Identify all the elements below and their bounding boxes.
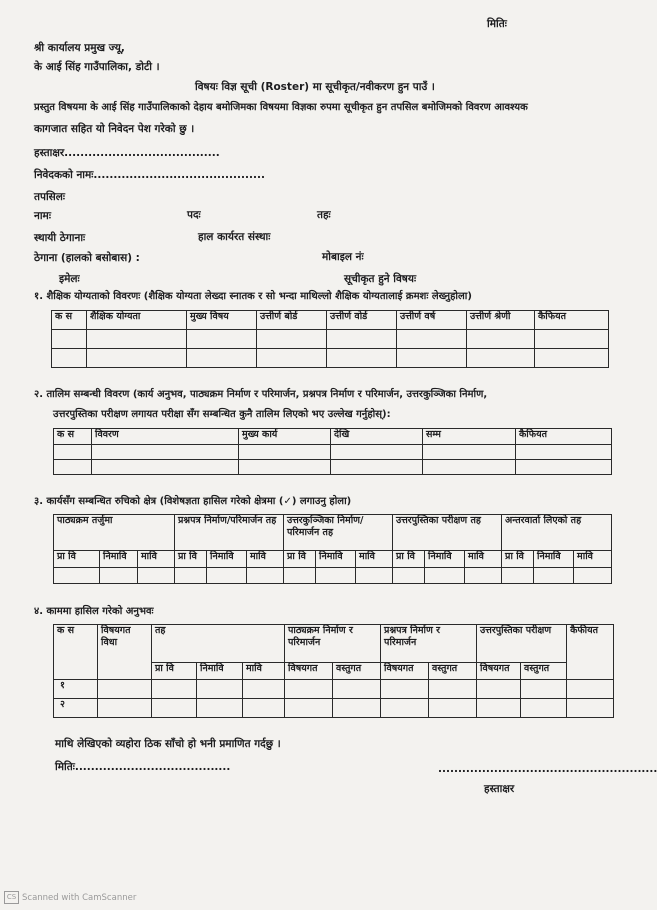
training-header-row: [54, 429, 612, 445]
mobile-label: मोबाइल नंः: [322, 251, 364, 263]
table-cell[interactable]: [187, 330, 257, 349]
group-answer-key: उत्तरकुञ्जिका निर्माण/परिमार्जन तह: [284, 515, 393, 551]
row-number: २: [54, 699, 98, 718]
table-cell[interactable]: [87, 349, 187, 368]
experience-header-question-paper: प्रश्नपत्र निर्माण र परिमार्जन: [381, 625, 477, 663]
check-cell[interactable]: [502, 568, 534, 584]
table-cell[interactable]: [535, 330, 609, 349]
education-table: [51, 310, 609, 368]
table-cell[interactable]: [521, 699, 567, 718]
table-cell[interactable]: [239, 445, 331, 460]
interest-area-table: [53, 514, 612, 584]
details-label: तपसिलः: [34, 191, 66, 203]
table-cell[interactable]: [333, 680, 381, 699]
check-cell[interactable]: [100, 568, 138, 584]
level-lower-secondary: निमावि: [316, 551, 356, 568]
level-lower-secondary: निमावि: [197, 663, 243, 680]
scanner-text: Scanned with CamScanner: [22, 892, 137, 903]
table-cell[interactable]: [429, 699, 477, 718]
check-cell[interactable]: [425, 568, 465, 584]
type-subjective: विषयगत: [477, 663, 521, 680]
type-subjective: विषयगत: [285, 663, 333, 680]
footer-date-label: मितिः.......................................: [55, 761, 231, 773]
row-number: १: [54, 680, 98, 699]
training-header-remarks: कैफियत: [516, 429, 612, 445]
interest-group-row: [54, 515, 612, 551]
addressee: श्री कार्यालय प्रमुख ज्यू,: [34, 42, 125, 54]
level-lower-secondary: निमावि: [207, 551, 247, 568]
check-cell[interactable]: [393, 568, 425, 584]
table-cell[interactable]: [477, 680, 521, 699]
signature-label: हस्ताक्षर.......................................: [34, 147, 220, 159]
check-cell[interactable]: [465, 568, 502, 584]
table-cell[interactable]: [467, 349, 535, 368]
body-line-2: कागजात सहित यो निवेदन पेश गरेको छु ।: [34, 123, 195, 135]
level-lower-secondary: निमावि: [100, 551, 138, 568]
permanent-address-label: स्थायी ठेगानाः: [34, 232, 86, 244]
level-primary: प्रा वि: [152, 663, 197, 680]
training-header-description: विवरण: [92, 429, 239, 445]
education-header-sn: क स: [52, 311, 87, 330]
level-field-label: तहः: [317, 209, 331, 221]
table-cell[interactable]: [477, 699, 521, 718]
group-answer-sheet: उत्तरपुस्तिका परीक्षण तह: [393, 515, 502, 551]
education-header-board: उत्तीर्ण बोर्ड: [257, 311, 327, 330]
training-header-to: सम्म: [423, 429, 516, 445]
table-cell[interactable]: [243, 699, 285, 718]
footer-signature-label: हस्ताक्षर: [484, 783, 515, 795]
level-secondary: मावि: [574, 551, 612, 568]
current-address-label: ठेगाना (हालको बसोबास) :: [34, 252, 140, 264]
table-row: [54, 699, 614, 718]
current-org-label: हाल कार्यरत संस्थाः: [198, 231, 271, 243]
type-objective: वस्तुगत: [333, 663, 381, 680]
table-cell[interactable]: [187, 349, 257, 368]
camscanner-logo-icon: CS: [4, 891, 19, 904]
subject-line: विषयः विज्ञ सूची (Roster) मा सूचीकृत/नवीकरण हुन पाउँ ।: [195, 81, 435, 93]
education-header-row: [52, 311, 609, 330]
level-lower-secondary: निमावि: [425, 551, 465, 568]
type-objective: वस्तुगत: [429, 663, 477, 680]
listed-subject-label: सूचीकृत हुने विषयः: [344, 273, 417, 285]
table-cell[interactable]: [98, 699, 152, 718]
table-cell[interactable]: [92, 445, 239, 460]
section-2-title-line-1: २. तालिम सम्बन्धी विवरण (कार्य अनुभव, पाठ्यक्रम निर्माण र परिमार्जन, प्रश्नपत्र निर्माण र परिमार्जन, उत्तरकुञ्जिका निर्माण,: [34, 389, 488, 400]
section-2-title-line-2: उत्तरपुस्तिका परीक्षण लगायत परीक्षा सँग सम्बन्धित कुनै तालिम लिएको भए उल्लेख गर्नुहोस्):: [53, 409, 391, 420]
level-secondary: मावि: [138, 551, 175, 568]
table-cell[interactable]: [397, 349, 467, 368]
table-cell[interactable]: [197, 680, 243, 699]
table-cell[interactable]: [243, 680, 285, 699]
table-cell[interactable]: [197, 699, 243, 718]
training-header-from: देखि: [331, 429, 423, 445]
education-header-main-subject: मुख्य विषय: [187, 311, 257, 330]
certification-statement: माथि लेखिएको व्यहोरा ठिक साँचो हो भनी प्रमाणित गर्दछु ।: [55, 738, 281, 750]
group-curriculum: पाठ्यक्रम तर्जुमा: [54, 515, 175, 551]
check-cell[interactable]: [574, 568, 612, 584]
experience-header-sn: क स: [54, 625, 98, 680]
table-cell[interactable]: [52, 330, 87, 349]
table-cell[interactable]: [516, 445, 612, 460]
check-cell[interactable]: [247, 568, 284, 584]
experience-header-subject: विषयगत विधा: [98, 625, 152, 680]
table-cell[interactable]: [333, 699, 381, 718]
office-name: के आई सिंह गाउँपालिका, डोटी ।: [34, 61, 160, 73]
check-cell[interactable]: [54, 568, 100, 584]
interest-checkbox-row: [54, 568, 612, 584]
experience-header-row: [54, 625, 614, 663]
body-line-1: प्रस्तुत विषयमा के आई सिंह गाउँपालिकाको देहाय बमोजिमका विषयमा विज्ञका रुपमा सूचीकृत हुन तपसिल बमोजिमको विवरण आवश्यक: [34, 102, 528, 113]
interest-level-row: [54, 551, 612, 568]
experience-header-curriculum: पाठ्यक्रम निर्माण र परिमार्जन: [285, 625, 381, 663]
check-cell[interactable]: [284, 568, 316, 584]
table-row: [52, 349, 609, 368]
footer-signature-line: .......................................................: [438, 763, 657, 775]
education-header-division: उत्तीर्ण श्रेणी: [467, 311, 535, 330]
training-table: [53, 428, 612, 475]
experience-header-level: तह: [152, 625, 285, 663]
section-3-title: ३. कार्यसँग सम्बन्धित रुचिको क्षेत्र (विशेषज्ञता हासिल गरेको क्षेत्रमा (✓) लगाउनु होला): [34, 496, 352, 507]
table-cell[interactable]: [92, 460, 239, 475]
table-cell[interactable]: [257, 349, 327, 368]
level-primary: प्रा वि: [502, 551, 534, 568]
table-cell[interactable]: [381, 699, 429, 718]
section-1-title: १. शैक्षिक योग्यताको विवरणः (शैक्षिक योग्यता लेख्दा स्नातक र सो भन्दा माथिल्लो शैक्षिक योग्यतालाई क्रमशः लेख्नुहोला): [34, 291, 472, 302]
group-interview: अन्तरवार्ता लिएको तह: [502, 515, 612, 551]
table-cell[interactable]: [567, 680, 614, 699]
table-cell[interactable]: [381, 680, 429, 699]
level-lower-secondary: निमावि: [534, 551, 574, 568]
level-secondary: मावि: [356, 551, 393, 568]
type-subjective: विषयगत: [381, 663, 429, 680]
table-row: [54, 680, 614, 699]
level-primary: प्रा वि: [284, 551, 316, 568]
level-secondary: मावि: [247, 551, 284, 568]
table-cell[interactable]: [98, 680, 152, 699]
education-header-remarks: कैफियत: [535, 311, 609, 330]
table-cell[interactable]: [423, 460, 516, 475]
training-header-sn: क स: [54, 429, 92, 445]
training-header-main-work: मुख्य कार्य: [239, 429, 331, 445]
post-field-label: पदः: [187, 209, 201, 221]
group-question-paper: प्रश्नपत्र निर्माण/परिमार्जन तह: [175, 515, 284, 551]
table-cell[interactable]: [257, 330, 327, 349]
table-row: [54, 445, 612, 460]
date-label-top: मितिः: [487, 18, 507, 30]
level-primary: प्रा वि: [393, 551, 425, 568]
table-cell[interactable]: [516, 460, 612, 475]
table-cell[interactable]: [331, 460, 423, 475]
table-cell[interactable]: [52, 349, 87, 368]
table-cell[interactable]: [327, 349, 397, 368]
experience-header-remarks: कैफीयत: [567, 625, 614, 680]
table-cell[interactable]: [467, 330, 535, 349]
type-objective: वस्तुगत: [521, 663, 567, 680]
table-cell[interactable]: [54, 445, 92, 460]
level-primary: प्रा वि: [175, 551, 207, 568]
table-row: [52, 330, 609, 349]
experience-table: [53, 624, 614, 718]
education-header-qualification: शैक्षिक योग्यता: [87, 311, 187, 330]
table-cell[interactable]: [429, 680, 477, 699]
check-cell[interactable]: [316, 568, 356, 584]
table-cell[interactable]: [327, 330, 397, 349]
table-cell[interactable]: [87, 330, 187, 349]
scanner-watermark: [4, 891, 136, 904]
check-cell[interactable]: [138, 568, 175, 584]
table-cell[interactable]: [54, 460, 92, 475]
table-cell[interactable]: [331, 445, 423, 460]
check-cell[interactable]: [534, 568, 574, 584]
table-cell[interactable]: [423, 445, 516, 460]
applicant-name-label: निवेदकको नामः...........................................: [34, 169, 265, 181]
check-cell[interactable]: [207, 568, 247, 584]
email-label: इमेलः: [59, 273, 80, 285]
level-primary: प्रा वि: [54, 551, 100, 568]
table-cell[interactable]: [397, 330, 467, 349]
check-cell[interactable]: [356, 568, 393, 584]
table-cell[interactable]: [535, 349, 609, 368]
name-field-label: नामः: [34, 210, 51, 222]
table-cell[interactable]: [285, 680, 333, 699]
table-cell[interactable]: [521, 680, 567, 699]
education-header-board-2: उत्तीर्ण वोर्ड: [327, 311, 397, 330]
experience-header-answer-sheet: उत्तरपुस्तिका परीक्षण: [477, 625, 567, 663]
table-row: [54, 460, 612, 475]
table-cell[interactable]: [285, 699, 333, 718]
level-secondary: मावि: [465, 551, 502, 568]
table-cell[interactable]: [152, 699, 197, 718]
education-header-year: उत्तीर्ण वर्ष: [397, 311, 467, 330]
check-cell[interactable]: [175, 568, 207, 584]
table-cell[interactable]: [239, 460, 331, 475]
level-secondary: मावि: [243, 663, 285, 680]
table-cell[interactable]: [152, 680, 197, 699]
section-4-title: ४. काममा हासिल गरेको अनुभवः: [34, 606, 154, 617]
table-cell[interactable]: [567, 699, 614, 718]
